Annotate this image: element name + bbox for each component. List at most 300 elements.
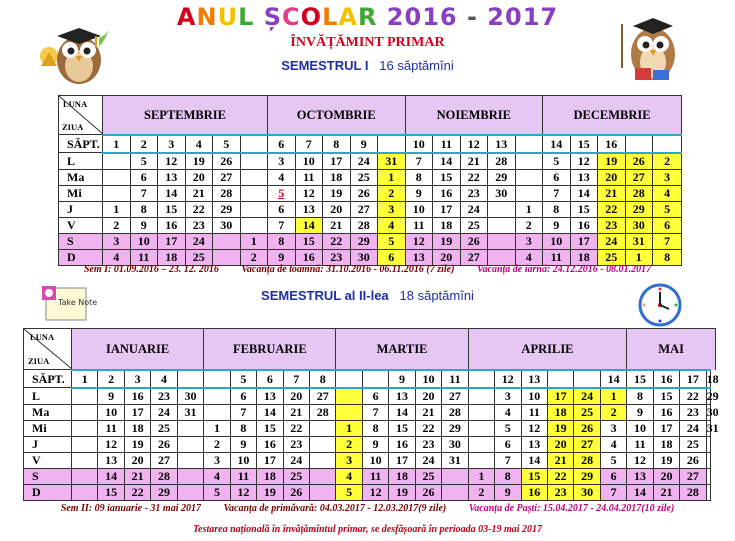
sem2-day-cell: 25	[415, 468, 441, 484]
sem2-day-cell: 23	[151, 388, 177, 405]
sem2-day-cell: 2	[204, 436, 230, 452]
sem2-week-number	[574, 370, 600, 388]
sem2-day-cell	[310, 468, 336, 484]
sem2-day-cell: 12	[362, 484, 388, 500]
sem2-day-cell: 29	[442, 420, 468, 436]
sem1-day-cell: 1	[625, 249, 653, 265]
sem1-day-cell: 26	[625, 153, 653, 170]
sem2-day-cell: 1	[336, 420, 362, 436]
day-label: Mi	[24, 420, 72, 436]
sem2-day-cell: 8	[495, 468, 521, 484]
sem1-day-cell: 21	[598, 185, 626, 201]
sem2-day-cell: 12	[98, 436, 124, 452]
sem2-day-cell: 30	[442, 436, 468, 452]
sem1-week-number: 7	[295, 135, 323, 153]
autumn-vacation: Vacanța de toamnă: 31.10.2016 - 06.11.2016 (7 zile)	[241, 264, 455, 275]
sem2-day-cell: 21	[653, 484, 679, 500]
sem1-day-cell: 13	[295, 201, 323, 217]
sem1-day-cell: 8	[543, 201, 571, 217]
sem2-month-februarie: FEBRUARIE	[204, 329, 336, 370]
sem2-day-cell: 5	[204, 484, 230, 500]
sem1-day-cell: 12	[405, 233, 433, 249]
sem1-day-cell: 15	[570, 201, 598, 217]
sem2-day-cell	[468, 436, 494, 452]
sem1-day-cell: 4	[378, 217, 406, 233]
sem1-day-cell: 16	[295, 249, 323, 265]
sem2-day-cell	[442, 468, 468, 484]
day-label: J	[59, 201, 103, 217]
sem2-day-cell: 28	[442, 404, 468, 420]
sem2-day-cell	[442, 484, 468, 500]
sem2-day-cell: 20	[547, 436, 573, 452]
sem1-week-number: 8	[323, 135, 351, 153]
sem1-day-cell: 11	[405, 217, 433, 233]
sem2-week-number	[336, 370, 362, 388]
sem2-day-cell: 22	[415, 420, 441, 436]
sem1-day-cell	[488, 201, 516, 217]
sem2-day-cell	[177, 420, 204, 436]
sem2-day-cell: 26	[574, 420, 600, 436]
sem2-day-cell: 14	[389, 404, 415, 420]
sem2-day-cell: 13	[257, 388, 283, 405]
sem1-day-cell: 9	[268, 249, 296, 265]
sem1-day-cell: 13	[158, 169, 186, 185]
sem1-day-cell: 26	[213, 153, 241, 170]
sem2-day-cell: 24	[680, 420, 706, 436]
sem2-month-mai: MAI	[627, 329, 716, 370]
sem1-day-cell	[515, 185, 543, 201]
sem2-day-cell: 14	[257, 404, 283, 420]
sem1-day-cell: 30	[350, 249, 378, 265]
sem2-day-cell	[177, 484, 204, 500]
sem1-week-number	[378, 135, 406, 153]
sem1-day-cell: 17	[158, 233, 186, 249]
sem1-day-cell: 2	[378, 185, 406, 201]
sem2-day-cell: 29	[151, 484, 177, 500]
sem2-day-cell: 3	[495, 388, 521, 405]
sem1-day-cell: 8	[130, 201, 158, 217]
sem2-day-cell: 7	[230, 404, 256, 420]
sem1-day-cell	[240, 153, 268, 170]
sem2-week-number: 7	[283, 370, 309, 388]
sem1-week-number: 6	[268, 135, 296, 153]
sem2-week-number: 5	[230, 370, 256, 388]
sem2-day-cell: 30	[574, 484, 600, 500]
sem2-week-number: 16	[653, 370, 679, 388]
sem2-day-cell: 19	[257, 484, 283, 500]
sem1-day-cell: 1	[515, 201, 543, 217]
sem1-day-cell: 25	[350, 169, 378, 185]
sem2-day-cell: 17	[124, 404, 150, 420]
sem1-day-cell: 31	[378, 153, 406, 170]
sem1-day-cell: 15	[158, 201, 186, 217]
sem2-day-cell: 18	[389, 468, 415, 484]
sem1-day-cell: 30	[625, 217, 653, 233]
sem1-day-cell: 30	[488, 185, 516, 201]
sem2-day-cell: 25	[151, 420, 177, 436]
sem1-week-number: 4	[185, 135, 213, 153]
sem2-day-cell: 2	[468, 484, 494, 500]
sem1-day-cell: 4	[268, 169, 296, 185]
sem2-day-cell: 6	[495, 436, 521, 452]
sem2-day-cell: 10	[627, 420, 653, 436]
sem1-day-cell: 14	[570, 185, 598, 201]
sem2-day-cell: 23	[415, 436, 441, 452]
sem2-week-number: 9	[389, 370, 415, 388]
day-label: Mi	[59, 185, 103, 201]
sem2-day-cell: 12	[230, 484, 256, 500]
sem1-week-number: 11	[433, 135, 461, 153]
sem2-day-cell: 29	[706, 389, 719, 403]
sem1-day-cell: 15	[433, 169, 461, 185]
sem2-day-cell	[468, 452, 494, 468]
sem1-day-cell: 18	[570, 249, 598, 265]
sem2-day-cell: 11	[98, 420, 124, 436]
sem1-day-cell	[103, 169, 131, 185]
sem1-day-cell: 1	[378, 169, 406, 185]
sem2-week-number: 13	[521, 370, 547, 388]
sem2-day-cell: 18	[653, 436, 679, 452]
sem2-day-cell: 27	[310, 388, 336, 405]
sem2-day-cell: 14	[98, 468, 124, 484]
sem2-day-cell: 23	[283, 436, 309, 452]
sem1-day-cell: 18	[323, 169, 351, 185]
sem1-day-cell: 2	[240, 249, 268, 265]
sem1-day-cell: 20	[185, 169, 213, 185]
sem2-day-cell	[177, 468, 204, 484]
day-label: Ma	[59, 169, 103, 185]
sem1-day-cell: 12	[295, 185, 323, 201]
sem1-day-cell: 24	[598, 233, 626, 249]
sem2-day-cell: 22	[283, 420, 309, 436]
sem1-day-cell: 6	[378, 249, 406, 265]
sem2-day-cell: 2	[336, 436, 362, 452]
sem2-day-cell: 30	[177, 388, 204, 405]
sem2-day-cell	[204, 388, 230, 405]
sem2-day-cell: 5	[336, 484, 362, 500]
sem1-month-octombrie: OCTOMBRIE	[268, 96, 406, 135]
sem1-day-cell: 29	[350, 233, 378, 249]
sem2-day-cell: 27	[574, 436, 600, 452]
sem2-day-cell: 17	[257, 452, 283, 468]
sem2-day-cell: 28	[310, 404, 336, 420]
sem2-day-cell: 7	[495, 452, 521, 468]
sem1-day-cell: 11	[130, 249, 158, 265]
sem1-day-cell	[103, 185, 131, 201]
luna-ziua-corner	[24, 329, 72, 370]
sem1-day-cell: 27	[350, 201, 378, 217]
sem2-day-cell: 26	[680, 452, 706, 468]
sem2-day-cell	[336, 404, 362, 420]
sem1-day-cell: 7	[268, 217, 296, 233]
sem2-day-cell: 5	[495, 420, 521, 436]
sem2-week-number: 6	[257, 370, 283, 388]
sem2-day-cell	[72, 484, 98, 500]
day-label: S	[59, 233, 103, 249]
sem1-day-cell: 23	[598, 217, 626, 233]
sem2-day-cell: 3	[204, 452, 230, 468]
sem1-day-cell: 29	[488, 169, 516, 185]
sem1-week-number: 10	[405, 135, 433, 153]
sem1-day-cell: 3	[268, 153, 296, 170]
sem2-week-number: 12	[495, 370, 521, 388]
sem1-day-cell: 31	[625, 233, 653, 249]
sem1-weeks: 16 săptămîni	[379, 58, 454, 73]
sem1-week-number: 15	[570, 135, 598, 153]
sem1-day-cell: 12	[570, 153, 598, 170]
sem2-day-cell: 23	[680, 404, 706, 420]
sem2-day-cell: 20	[124, 452, 150, 468]
sem2-day-cell: 3	[336, 452, 362, 468]
sem1-month-septembrie: SEPTEMBRIE	[103, 96, 268, 135]
sem1-day-cell: 6	[653, 217, 682, 233]
sem1-day-cell: 17	[433, 201, 461, 217]
sem2-day-cell: 10	[230, 452, 256, 468]
sem2-day-cell: 14	[627, 484, 653, 500]
sem1-week-number: 14	[543, 135, 571, 153]
sem2-week-number	[177, 370, 204, 388]
sem2-day-cell: 19	[547, 420, 573, 436]
sem1-day-cell	[103, 153, 131, 170]
sem2-day-cell: 17	[653, 420, 679, 436]
sem2-day-cell: 11	[362, 468, 388, 484]
sem1-day-cell: 11	[295, 169, 323, 185]
sem1-day-cell: 3	[653, 169, 682, 185]
sem2-day-cell: 12	[627, 452, 653, 468]
sem1-day-cell: 14	[295, 217, 323, 233]
sem1-day-cell: 13	[405, 249, 433, 265]
owl-teacher-icon	[615, 8, 685, 88]
sem2-day-cell	[706, 436, 711, 452]
sem2-day-cell: 3	[600, 420, 626, 436]
day-label: V	[24, 452, 72, 468]
sem2-day-cell: 8	[627, 388, 653, 405]
sem2-day-cell: 4	[495, 404, 521, 420]
sem2-week-number: 3	[124, 370, 150, 388]
sem1-day-cell: 30	[213, 217, 241, 233]
sem1-day-cell	[240, 217, 268, 233]
sem1-day-cell: 10	[130, 233, 158, 249]
sem1-day-cell: 23	[460, 185, 488, 201]
sem2-day-cell	[310, 420, 336, 436]
sem2-day-cell: 21	[124, 468, 150, 484]
sem1-day-cell: 26	[350, 185, 378, 201]
sem2-day-cell: 9	[230, 436, 256, 452]
sem2-day-cell	[310, 436, 336, 452]
sem1-day-cell: 16	[433, 185, 461, 201]
sem1-day-cell: 22	[598, 201, 626, 217]
sem2-day-cell: 20	[415, 388, 441, 405]
sem1-day-cell: 26	[460, 233, 488, 249]
sem1-week-number	[653, 135, 682, 153]
sem1-day-cell	[240, 185, 268, 201]
sem2-day-cell: 15	[389, 420, 415, 436]
sem1-day-cell	[213, 249, 241, 265]
sem1-day-cell: 7	[405, 153, 433, 170]
sem1-week-number: 1	[103, 135, 131, 153]
day-label: J	[24, 436, 72, 452]
sem1-day-cell: 4	[103, 249, 131, 265]
sem2-day-cell: 2	[600, 404, 626, 420]
sem1-period: Sem I: 01.09.2016 – 23. 12. 2016	[83, 264, 219, 275]
sem2-week-number: 15	[627, 370, 653, 388]
sem1-day-cell: 3	[378, 201, 406, 217]
sem2-week-number: 10	[415, 370, 441, 388]
ziua-label: ZIUA	[62, 122, 84, 132]
sem1-day-cell	[240, 201, 268, 217]
sem1-day-cell: 5	[653, 201, 682, 217]
clock-icon	[638, 283, 682, 327]
sem2-day-cell	[336, 388, 362, 405]
sem1-day-cell: 7	[653, 233, 682, 249]
sem2-day-cell	[310, 484, 336, 500]
sem2-day-cell: 19	[124, 436, 150, 452]
sem2-day-cell: 6	[230, 388, 256, 405]
sem1-day-cell: 18	[158, 249, 186, 265]
sem2-day-cell: 23	[547, 484, 573, 500]
sem1-day-cell	[488, 217, 516, 233]
luna-label: LUNA	[63, 99, 88, 109]
sem2-day-cell	[72, 436, 98, 452]
sem2-day-cell: 16	[653, 404, 679, 420]
sem1-day-cell: 22	[323, 233, 351, 249]
sem2-week-number: 14	[600, 370, 626, 388]
sem2-day-cell	[72, 452, 98, 468]
sem2-day-cell: 11	[521, 404, 547, 420]
sem1-day-cell: 2	[515, 217, 543, 233]
sem2-weeks: 18 săptămîni	[399, 288, 474, 303]
sem1-week-number: 9	[350, 135, 378, 153]
sem1-day-cell: 15	[295, 233, 323, 249]
sem2-day-cell: 25	[283, 468, 309, 484]
sem1-day-cell: 27	[625, 169, 653, 185]
day-label: L	[59, 153, 103, 170]
sem1-day-cell: 25	[598, 249, 626, 265]
sem1-day-cell: 19	[323, 185, 351, 201]
page-subtitle: ÎNVĂȚĂMINT PRIMAR	[290, 35, 445, 50]
sem1-day-cell: 22	[460, 169, 488, 185]
sem1-day-cell: 1	[103, 201, 131, 217]
sem2-week-number: 8	[310, 370, 336, 388]
ziua-label: ZIUA	[28, 356, 50, 366]
sem1-day-cell: 17	[570, 233, 598, 249]
sem2-day-cell: 17	[389, 452, 415, 468]
sem2-day-cell: 24	[574, 388, 600, 405]
sem1-week-number: 12	[460, 135, 488, 153]
sem2-day-cell: 10	[98, 404, 124, 420]
day-label: D	[24, 484, 72, 500]
sem1-day-cell: 20	[323, 201, 351, 217]
take-note-text: Take Note	[58, 298, 98, 307]
sem1-title: SEMESTRUL I	[281, 58, 369, 73]
sem1-day-cell: 13	[570, 169, 598, 185]
sem2-day-cell: 31	[442, 452, 468, 468]
sem2-day-cell: 18	[124, 420, 150, 436]
sem2-day-cell: 6	[362, 388, 388, 405]
sem1-week-number: 3	[158, 135, 186, 153]
sem1-day-cell: 2	[103, 217, 131, 233]
sem1-day-cell	[213, 233, 241, 249]
sem1-day-cell: 9	[543, 217, 571, 233]
sem1-day-cell: 10	[405, 201, 433, 217]
sem2-day-cell: 5	[600, 452, 626, 468]
sem1-day-cell: 29	[213, 201, 241, 217]
sem2-day-cell: 26	[283, 484, 309, 500]
sem2-day-cell: 28	[151, 468, 177, 484]
sem1-day-cell: 8	[268, 233, 296, 249]
sem2-day-cell: 22	[547, 468, 573, 484]
sem1-day-cell: 25	[460, 217, 488, 233]
sem1-week-number: 16	[598, 135, 626, 153]
sapt-label: SĂPT.	[24, 370, 72, 388]
sem1-day-cell	[515, 169, 543, 185]
semester-1-calendar	[58, 95, 682, 266]
sem2-day-cell: 8	[362, 420, 388, 436]
sem1-day-cell: 18	[433, 217, 461, 233]
semester-2-heading	[0, 288, 735, 303]
sem1-day-cell: 10	[543, 233, 571, 249]
sem1-day-cell: 14	[433, 153, 461, 170]
sem2-week-number: 17	[680, 370, 706, 388]
sem2-day-cell: 8	[230, 420, 256, 436]
sem2-day-cell: 4	[204, 468, 230, 484]
sem1-day-cell: 5	[268, 185, 296, 201]
sem2-day-cell: 4	[336, 468, 362, 484]
sem1-week-number: 13	[488, 135, 516, 153]
sem1-month-noiembrie: NOIEMBRIE	[405, 96, 543, 135]
sem2-day-cell: 26	[151, 436, 177, 452]
sem2-title: SEMESTRUL al II-lea	[261, 288, 389, 303]
sem2-day-cell: 18	[547, 404, 573, 420]
sem2-day-cell	[468, 388, 494, 405]
sem1-day-cell: 28	[350, 217, 378, 233]
sem1-day-cell: 27	[460, 249, 488, 265]
sem1-day-cell: 17	[323, 153, 351, 170]
sem1-day-cell: 27	[213, 169, 241, 185]
sem1-day-cell	[488, 249, 516, 265]
sem2-day-cell: 31	[177, 404, 204, 420]
day-label: S	[24, 468, 72, 484]
sem1-week-number	[625, 135, 653, 153]
sem2-day-cell: 21	[547, 452, 573, 468]
sem2-day-cell: 21	[283, 404, 309, 420]
day-label: L	[24, 388, 72, 405]
sem2-day-cell: 10	[521, 388, 547, 405]
semester-2-notes	[0, 503, 735, 514]
sem2-week-number: 2	[98, 370, 124, 388]
sem2-week-number: 18	[706, 371, 719, 386]
sem2-month-ianuarie: IANUARIE	[72, 329, 204, 370]
owl-graduate-icon	[35, 8, 115, 88]
sem2-day-cell: 1	[468, 468, 494, 484]
sem2-day-cell: 11	[627, 436, 653, 452]
sem2-day-cell: 21	[415, 404, 441, 420]
sem2-month-martie: MARTIE	[336, 329, 468, 370]
sem2-day-cell: 20	[283, 388, 309, 405]
sem2-day-cell: 4	[600, 436, 626, 452]
sem2-day-cell: 7	[600, 484, 626, 500]
sem2-day-cell: 15	[521, 468, 547, 484]
sem1-day-cell	[488, 233, 516, 249]
sem1-day-cell: 21	[323, 217, 351, 233]
sem1-day-cell: 5	[130, 153, 158, 170]
sem1-day-cell: 3	[515, 233, 543, 249]
sem2-day-cell: 9	[495, 484, 521, 500]
semester-1-notes	[0, 264, 735, 275]
sem2-day-cell: 16	[389, 436, 415, 452]
sem2-day-cell: 14	[521, 452, 547, 468]
sem2-day-cell	[72, 388, 98, 405]
